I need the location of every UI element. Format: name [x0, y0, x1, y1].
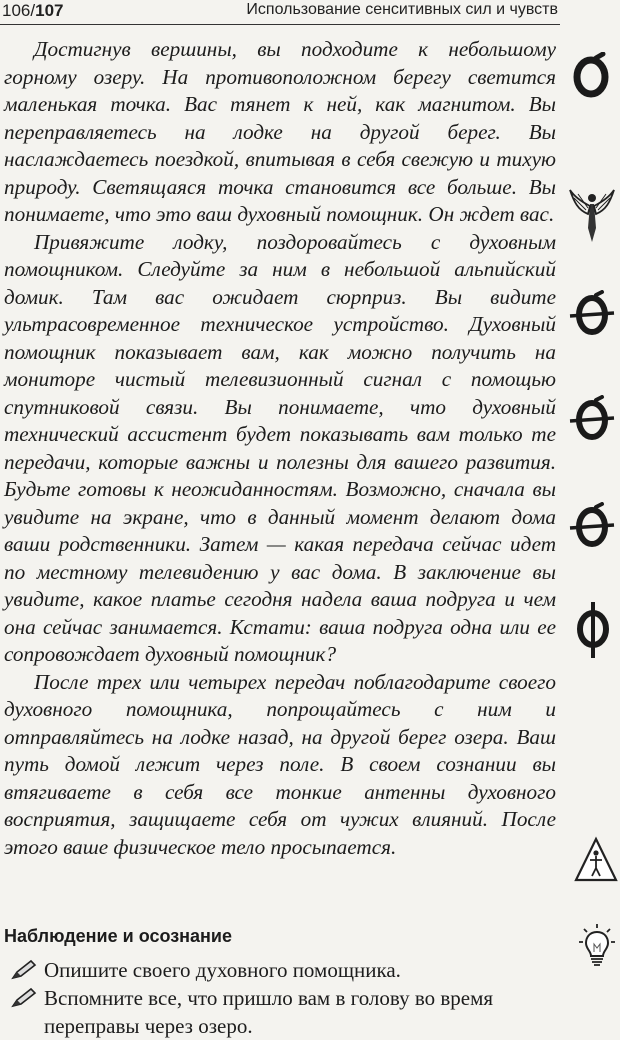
running-title: Использование сенситивных сил и чувств: [246, 1, 558, 18]
task-text: Вспомните все, что пришло вам в голову во время переправы через озеро.: [44, 986, 494, 1038]
circle-symbol-icon: [569, 52, 613, 100]
paragraph: Привяжите лодку, поздоровайтесь с духовным помощником. Следуйте за ним в небольшой альпийский домик. Там вас ожидает сюрприз. Вы видите ультрасовременное техническое устройство. Духовный помощник показывает вам, как можно получить на мониторе чистый телевизионный сигнал с помощью спутниковой связи. Вы понимаете, что духовный технический ассистент будет показывать вам только те передачи, которые важны и полезны для вашего развития. Будьте готовы к неожиданностям. Возможно, сначала вы увидите на экране, что в данный момент делают дома ваши родственники. Затем — какая передача сейчас идет по местному телевидению у вас дома. В заключение вы увидите, какое платье сегодня надела ваша подруга и чем она сейчас занимается. Кстати: ваша подруга одна или ее сопровождает духовный помощник?: [4, 229, 556, 666]
lightbulb-icon: [577, 922, 617, 970]
paragraph: Достигнув вершины, вы подходите к небольшому горному озеру. На противоположном берегу светится маленькая точка. Вас тянет к ней, как магнитом. Вы переправляетесь на лодке на другой берег. Вы наслаждаетесь поездкой, впитывая в себя свежую и тихую природу. Светящаяся точка становится все больше. Вы понимаете, что это ваш духовный помощник. Он ждет вас.: [4, 37, 556, 226]
paragraph: После трех или четырех передач поблагодарите своего духовного помощника, попрощайтесь с ним и отправляйтесь на лодке назад, на другой берег озера. Ваш путь домой лежит через поле. В своем сознании вы втягиваете в себя все тонкие антенны духовного восприятия, защищаете себя от чужих влияний. После этого ваше физическое тело просыпается.: [4, 669, 556, 859]
task-item: [4, 956, 560, 984]
crossed-circle-symbol-icon: [567, 395, 617, 443]
page-header: [0, 0, 560, 25]
phi-symbol-icon: [572, 598, 614, 662]
task-item: [4, 984, 560, 1040]
page-number: 106/107: [2, 1, 64, 20]
pencil-icon: [10, 959, 38, 981]
angel-symbol-icon: [568, 188, 616, 246]
warning-triangle-icon: [574, 836, 618, 884]
task-text: Опишите своего духовного помощника.: [44, 958, 401, 982]
section-title: Наблюдение и осознание: [4, 926, 233, 946]
crossed-circle-symbol-icon: [567, 502, 617, 550]
pencil-icon: [10, 987, 38, 1009]
crossed-circle-symbol-icon: [567, 290, 617, 338]
task-list: [4, 956, 560, 1040]
main-text: [4, 36, 556, 861]
